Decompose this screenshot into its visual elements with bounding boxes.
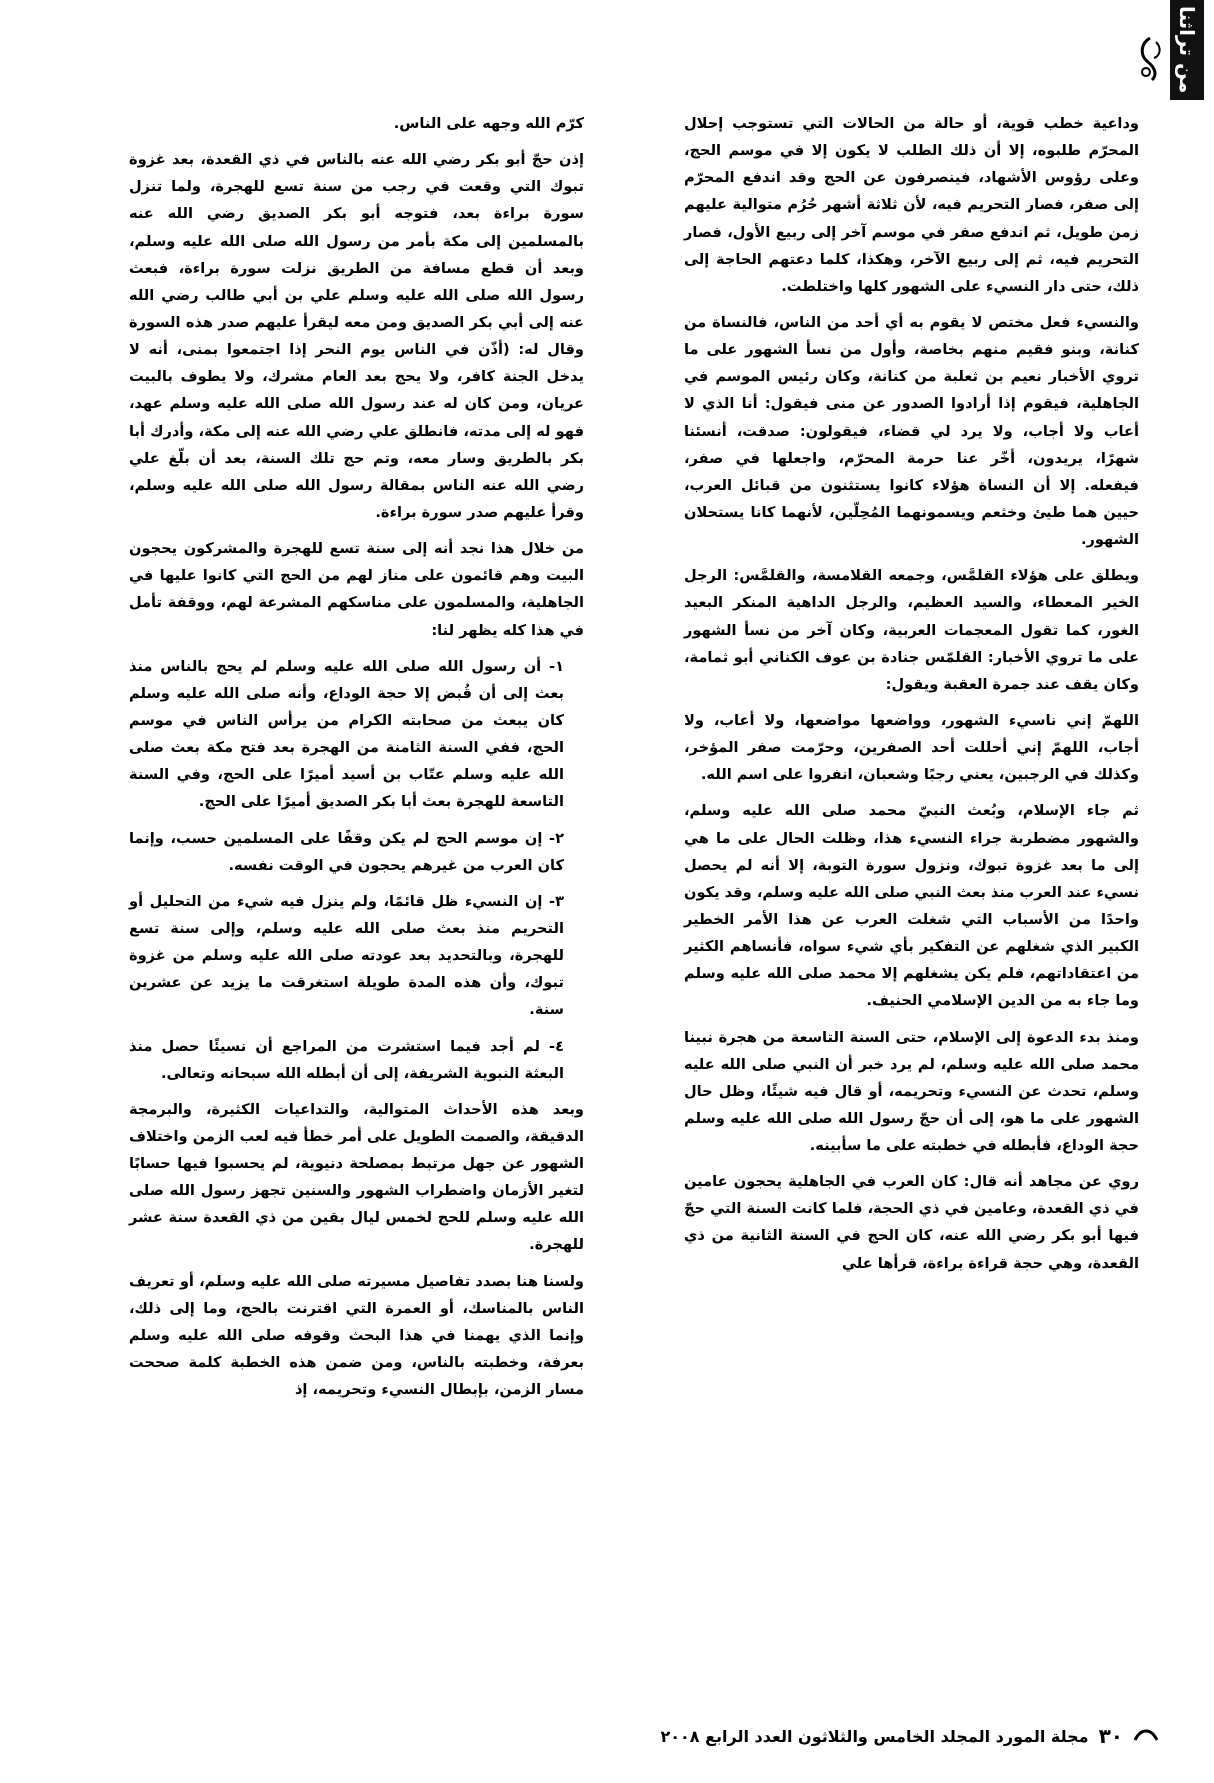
article-column-right (684, 110, 1139, 1703)
page-footer (49, 1721, 1159, 1751)
section-tab (1170, 0, 1204, 100)
paragraph: وداعية خطب قوية، أو حالة من الحالات التي تستوجب إحلال المحرّم طلبوه، إلا أن ذلك الطلب لا يكون إلا في موسم الحج، وعلى رؤوس الأشهاد، فينصرفون عن الحج وقد اندفع المحرّم إلى صفر، فصار التحريم فيه، لأن ثلاثة أشهر حُرُم متوالية عليهم زمن طويل، ثم اندفع صفر في موسم آخر إلى ربيع الأول، فصار التحريم فيه، ثم إلى ربيع الآخر، وهكذا، كلما دعتهم الحاجة إلى ذلك، حتى دار النسيء على الشهور كلها واختلطت. (684, 115, 1139, 295)
numbered-point: ٢- إن موسم الحج لم يكن وقفًا على المسلمين حسب، وإنما كان العرب من غيرهم يحجون في الوقت نفسه. (129, 829, 564, 874)
article-column-left (129, 110, 584, 1703)
paragraph: ومنذ بدء الدعوة إلى الإسلام، حتى السنة التاسعة من هجرة نبينا محمد صلى الله عليه وسلم، لم يرد خبر أن النبي صلى الله عليه وسلم، تحدث عن النسيء وتحريمه، أو قال فيه شيئًا، وظل حال الشهور على ما هو، إلى أن حجّ رسول الله صلى الله عليه وسلم حجة الوداع، فأبطله في خطبته على ما سأبينه. (684, 1028, 1139, 1155)
paragraph: إذن حجّ أبو بكر رضي الله عنه بالناس في ذي القعدة، بعد غزوة تبوك التي وقعت في رجب من سنة تسع للهجرة، ولما تنزل سورة براءة بعد، فتوجه أبو بكر الصديق رضي الله عنه بالمسلمين إلى مكة بأمر من رسول الله صلى الله عليه وسلم، وبعد أن قطع مسافة من الطريق نزلت سورة براءة، فبعث رسول الله صلى الله عليه وسلم علي بن أبي طالب رضي الله عنه إلى أبي بكر الصديق ومن معه ليقرأ عليهم صدر هذه السورة وقال له: (أذّن في الناس يوم النحر إذا اجتمعوا بمنى، أنه لا يدخل الجنة كافر، ولا يحج بعد العام مشرك، ولا يطوف بالبيت عريان، ومن كان له عند رسول الله صلى الله عليه وسلم عهد، فهو له إلى مدته، فانطلق علي رضي الله عنه إلى مكة، وأدرك أبا بكر بالطريق وسار معه، وتم حج تلك السنة، بعد أن بلّغ علي رضي الله عنه الناس بمقالة رسول الله صلى الله عليه وسلم، وقرأ عليهم صدر سورة براءة. (129, 151, 584, 521)
footer-ornament-icon (1133, 1726, 1159, 1746)
paragraph: وبعد هذه الأحداث المتوالية، والتداعيات الكثيرة، والبرمجة الدقيقة، والصمت الطويل على أمر خطأ فيه لعب الزمن واختلاف الشهور عن جهل مرتبط بمصلحة دنيوية، لم يحسبوا فيها حسابًا لتغير الأزمان واضطراب الشهور والسنين تجهز رسول الله صلى الله عليه وسلم للحج لخمس ليال بقين من ذي القعدة سنة عشر للهجرة. (129, 1100, 584, 1254)
numbered-point: ٤- لم أجد فيما استشرت من المراجع أن نسيئًا حصل منذ البعثة النبوية الشريفة، إلى أن أبطله الله سبحانه وتعالى. (129, 1037, 564, 1082)
journal-info: مجلة المورد المجلد الخامس والثلاثون العدد الرابع ٢٠٠٨ (660, 1726, 1089, 1746)
paragraph: ويطلق على هؤلاء القلمَّس، وجمعه القلامسة، والقلمَّس: الرجل الخير المعطاء، والسيد العظيم، والرجل الداهية المنكر البعيد الغور، كما تقول المعجمات العربية، وكان آخر من نسأ الشهور على ما تروي الأخبار: القلمّس جنادة بن عوف الكناني أبو ثمامة، وكان يقف عند جمرة العقبة ويقول: (684, 567, 1139, 693)
ornament-logo-icon (1134, 34, 1166, 82)
numbered-point: ٣- إن النسيء ظل قائمًا، ولم ينزل فيه شيء من التحليل أو التحريم منذ بعث صلى الله عليه وسلم، وإلى سنة تسع للهجرة، وبالتحديد بعد عودته صلى الله عليه وسلم من غزوة تبوك، وأن هذه المدة طويلة استغرقت ما يزيد عن عشرين سنة. (129, 892, 564, 1019)
numbered-point: ١- أن رسول الله صلى الله عليه وسلم لم يحج بالناس منذ بعث إلى أن قُبض إلا حجة الوداع، وأنه صلى الله عليه وسلم كان يبعث من صحابته الكرام من يرأس الناس في موسم الحج، ففي السنة الثامنة من الهجرة بعد فتح مكة بعث صلى الله عليه وسلم عتّاب بن أسيد أميرًا على الحج، وفي السنة التاسعة للهجرة بعث أبا بكر الصديق أميرًا على الحج. (129, 657, 564, 811)
paragraph: والنسيء فعل مختص لا يقوم به أي أحد من الناس، فالنساة من كنانة، وبنو فقيم منهم بخاصة، وأول من نسأ الشهور على ما تروي الأخبار نعيم بن ثعلبة من كنانة، وكان رئيس الموسم في الجاهلية، فيقوم إذا أرادوا الصدور عن منى فيقول: أنا الذي لا أعاب ولا أجاب، ولا يرد لي قضاء، فيقولون: صدقت، أنسئنا شهرًا، يريدون، أخّر عنا حرمة المحرّم، واجعلها في صفر، فيفعله. إلا أن النساة هؤلاء كانوا يستثنون من قبائل العرب، حيين هما طيئ وخثعم ويسمونهما المُحِلّين، لأنهما كانا يستحلان الشهور. (684, 313, 1139, 549)
paragraph: ثم جاء الإسلام، وبُعث النبيّ محمد صلى الله عليه وسلم، والشهور مضطربة جراء النسيء هذا، وظلت الحال على ما هي إلى ما بعد غزوة تبوك، ونزول سورة التوبة، إلا أنه لم يحصل نسيء عند العرب منذ بعث النبي صلى الله عليه وسلم، وقد يكون واحدًا من الأسباب التي شغلت العرب عن هذا الأمر الخطير الكبير الذي شغلهم عن التفكير بأي شيء سواه، فأنساهم الكثير من اعتقاداتهم، فلم يكن يشغلهم إلا محمد صلى الله عليه وسلم وما جاء به من الدين الإسلامي الحنيف. (684, 802, 1139, 1010)
paragraph-continuation: كرّم الله وجهه على الناس. (393, 115, 584, 132)
quoted-invocation: اللهمّ إني ناسيء الشهور، وواضعها مواضعها، ولا أعاب، ولا أجاب، اللهمّ إني أحللت أحد الصفرين، وحرّمت صفر المؤخر، وكذلك في الرجبين، يعني رجبًا وشعبان، انفروا على اسم الله. (684, 711, 1139, 784)
paragraph: من خلال هذا نجد أنه إلى سنة تسع للهجرة والمشركون يحجون البيت وهم قائمون على مناز لهم من الحج التي كانوا عليها في الجاهلية، والمسلمون على مناسكهم المشرعة لهم، ووقفة تأمل في هذا كله يظهر لنا: (129, 540, 584, 639)
paragraph: ولسنا هنا بصدد تفاصيل مسيرته صلى الله عليه وسلم، أو تعريف الناس بالمناسك، أو العمرة التي اقترنت بالحج، وما إلى ذلك، وإنما الذي يهمنا في هذا البحث وقوفه صلى الله عليه وسلم بعرفة، وخطبته بالناس، ومن ضمن هذه الخطبة كلمة صححت مسار الزمن، بإبطال النسيء وتحريمه، إذ (129, 1272, 584, 1399)
page-number: ٣٠ (1098, 1724, 1123, 1748)
paragraph: روي عن مجاهد أنه قال: كان العرب في الجاهلية يحجون عامين في ذي القعدة، وعامين في ذي الحجة، فلما كانت السنة التي حجّ فيها أبو بكر رضي الله عنه، كان الحج في السنة الثانية من ذي القعدة، وهي حجة قراءة براءة، قرأها علي (684, 1173, 1139, 1272)
section-label: من تراثنا (1175, 6, 1199, 94)
